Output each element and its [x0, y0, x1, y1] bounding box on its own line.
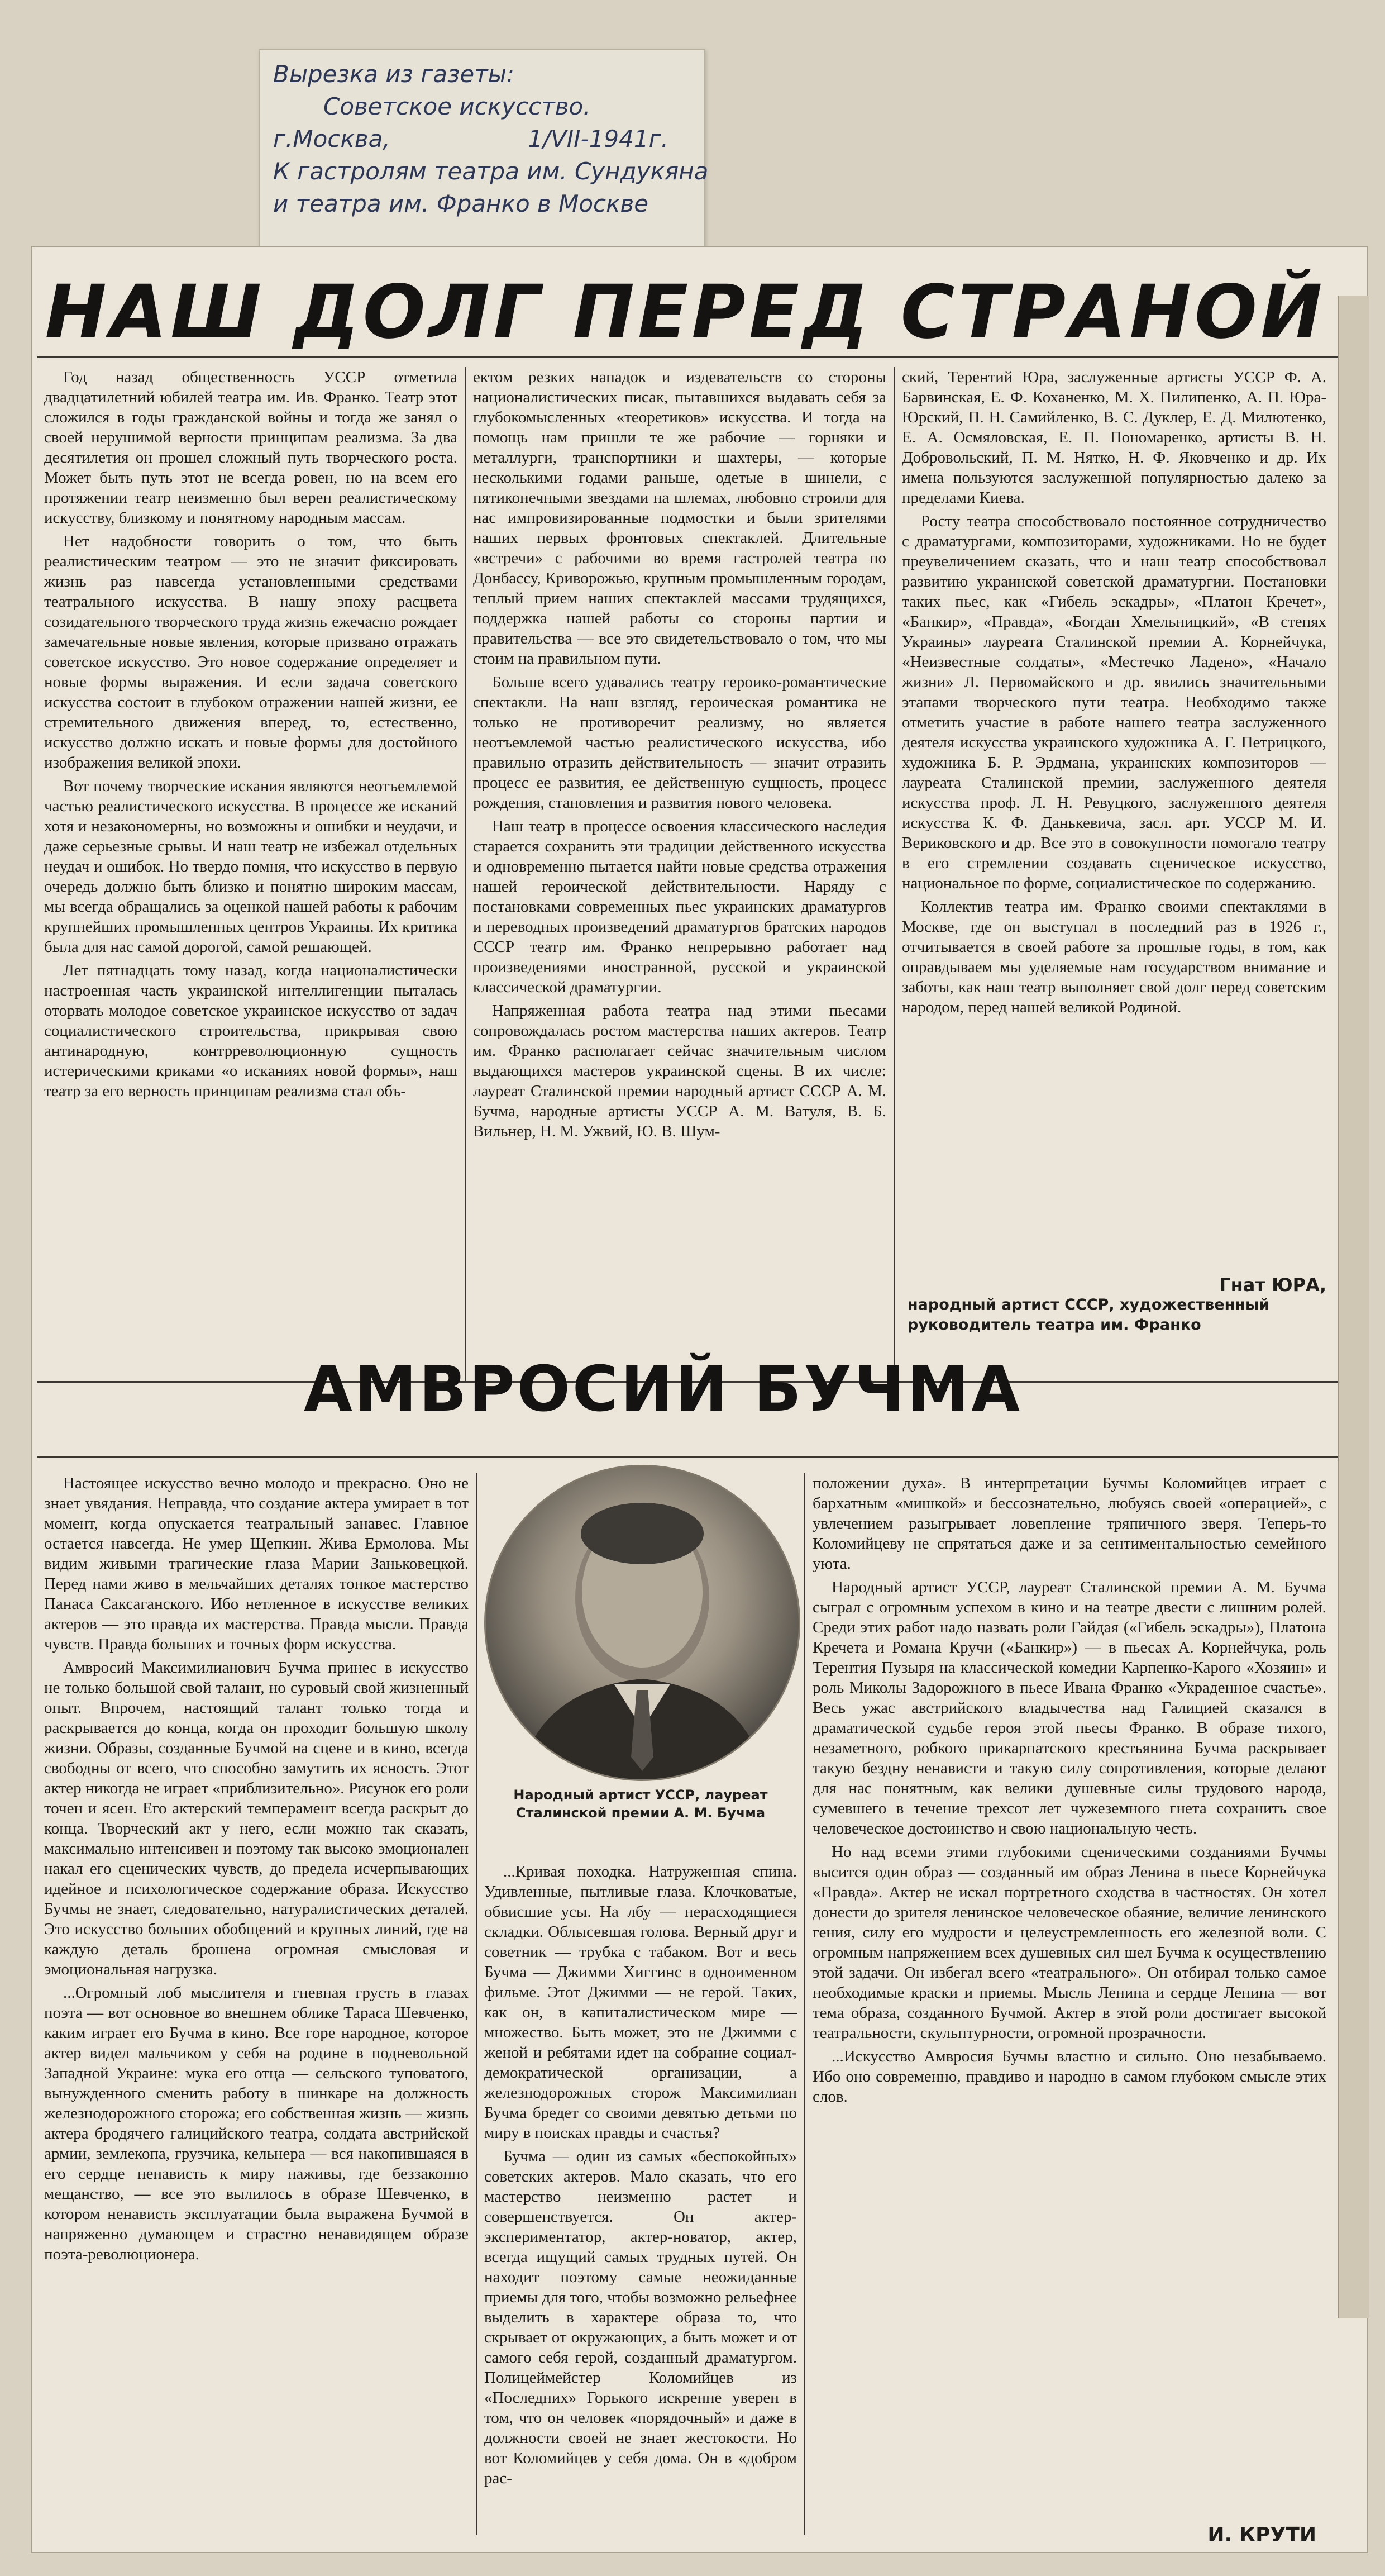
article1-headline: НАШ ДОЛГ ПЕРЕД СТРАНОЙ — [45, 269, 1326, 355]
archive-label-date: 1/VII-1941г. — [528, 125, 668, 153]
archive-label-line5: и театра им. Франко в Москве — [273, 190, 649, 217]
article1-signature — [902, 1275, 1326, 1335]
column-rule — [894, 367, 895, 1381]
article1-col1-p1: Год назад общественность УССР отметила двадцатилетний юбилей театра им. Ив. Франко. Театр этот сложился в годы гражданской войны и тогда же занял о своей нерушимой верности принципам реализма. За два десятилетия он прошел сложный путь творческого роста. Может быть путь этот не всегда ровен, но на всем его протяжении театр неизменно был верен реалистическому искусству, близкому и понятному народным массам. — [44, 368, 457, 527]
article2-headline: АМВРОСИЙ БУЧМА — [304, 1353, 1022, 1426]
column-rule — [476, 1473, 477, 2535]
article2-col2-p1: ...Кривая походка. Натруженная спина. Удивленные, пытливые глаза. Клочковатые, обвисшие усы. На лбу — нерасходящиеся складки. Облысевшая голова. Верный друг и советник — трубка с табаком. Вот и весь Бучма — Джимми Хиггинс в одноименном фильме. Этот Джимми — не герой. Таких, как он, в капиталистическом мире — множество. Быть может, это не Джимми с женой и ребятами идет на собрание социал-демократической организации, а железнодорожных сторож Максимилиан Бучма бредет со своими девятью детьми по миру в поисках правды и счастья? — [484, 1863, 797, 2142]
article2-col3-p4: ...Искусство Амвросия Бучмы властно и сильно. Оно незабываемо. Ибо оно современно, правдиво и народно в самом глубоком смысле этих слов. — [813, 2048, 1326, 2106]
headline-rule — [37, 356, 1339, 358]
archive-label-line1: Вырезка из газеты: — [273, 60, 514, 88]
article2-col1-p1: Настоящее искусство вечно молодо и прекрасно. Оно не знает увядания. Неправда, что создание актера умирает в тот момент, когда опускается театральный занавес. Главное остается навсегда. Не умер Щепкин. Жива Ермолова. Мы видим живыми трагические глаза Марии Заньковецкой. Перед нами живо в мельчайших деталях тонкое мастерство Панаса Саксаганского. Ибо нетленное в искусстве великих актеров — это правда их мастерства. Правда мысли. Правда чувств. Правда больших и точных форм искусства. — [44, 1474, 469, 1653]
article1-col3-p2: Росту театра способствовало постоянное сотрудничество с драматургами, композиторами, художниками. Но не будет преувеличением сказать, что и наш театр способствовал развитию украинской советской драматургии. Постановки таких пьес, как «Гибель эскадры», «Платон Кречет», «Банкир», «Правда», «Богдан Хмельницкий», «В степях Украины» лауреата Сталинской премии А. Корнейчука, «Неизвестные солдаты», «Местечко Ладено», «Начало жизни» Л. Первомайского и др. явились значительными этапами творческого пути театра. Необходимо также отметить участие в работе нашего театра заслуженного деятеля искусства украинского художника А. Г. Петрицкого, художника Б. Р. Эрдмана, украинских композиторов — лауреата Сталинской премии, заслуженного деятеля искусства проф. Л. Н. Ревуцкого, заслуженного деятеля искусства К. Ф. Данькевича, засл. арт. УССР М. И. Вериковского и др. Все это в совокупности помогало театру в его стремлении создавать сценическое искусство, национальное по форме, социалистическое по содержанию. — [902, 512, 1326, 892]
article1-column-3 — [902, 367, 1326, 1272]
article1-col2-p2: Больше всего удавались театру героико-романтические спектакли. На наш взгляд, героическая романтика не только не противоречит реализму, но является неотъемлемой частью реалистического искусства, ибо правильно отразить действительность — значит отразить процесс ее развития, ее действенную сущность, процесс рождения, становления и развития нового человека. — [473, 673, 886, 812]
article2-column-1 — [44, 1473, 469, 2535]
article1-signature-title: народный артист СССР, художественный руководитель театра им. Франко — [908, 1296, 1270, 1334]
article2-col3-p2: Народный артист УССР, лауреат Сталинской премии А. М. Бучма сыграл с огромным успехом в кино и на театре двести с лишним ролей. Среди этих работ надо назвать роли Гайдая («Гибель эскадры»), Платона Кречета и Романа Кручи («Банкир») — в пьесах А. Корнейчука, роль Терентия Пузыря на классической комедии Карпенко-Карого «Хозяин» и роль Миколы Задорожного в пьесе Ивана Франко «Украденное счастье». Весь ужас австрийского владычества над Галицией сказался в драматической судьбе героя этой пьесы Франко. В образе тихого, незаметного, робкого прикарпатского крестьянина Бучма раскрывает такую бездну ненависти и такую силу сопротивления, которые делают для нас понятным, как велики душевные силы трудового народа, сумевшего в течение трехсот лет чужеземного гнета сохранить свое человеческое достоинство и свою национальную честь. — [813, 1578, 1326, 1837]
article1-column-1 — [44, 367, 457, 1389]
article2-col3-p1: положении духа». В интерпретации Бучмы Коломийцев играет с бархатным «мишкой» и бессознательно, любуясь своей «операцией», с увлечением разыгрывает ловепление тряпичного зверя. Теперь-то Коломийцеву не спрятаться даже и за сентиментальностью семейного уюта. — [813, 1474, 1326, 1573]
archive-label-city: г.Москва, — [273, 125, 390, 153]
portrait-illustration — [486, 1466, 799, 1779]
archive-label-line3 — [273, 123, 691, 155]
article1-col2-p1: ектом резких нападок и издевательств со стороны националистических писак, пытавшихся выдавать себя за глубокомысленных «теоретиков» искусства. И тогда на помощь нам пришли те же рабочие — горняки и металлурги, транспортники и шахтеры, — которые несколькими годами раньше, одетые в шинели, с пятиконечными звездами на шлемах, любовно строили для нас импровизированные подмостки и были зрителями наших первых фронтовых спектаклей. Длительные «встречи» с рабочими во время гастролей театра по Донбассу, Криворожью, крупным промышленным городам, теплый прием наших спектаклей массами трудящихся, поддержка нашей работы со стороны партии и правительства — все это свидетельствовало о том, что мы стоим на правильном пути. — [473, 368, 886, 668]
adjacent-clipping-edge — [1338, 296, 1369, 2318]
section-rule — [37, 1456, 1339, 1458]
archive-label-line4: К гастролям театра им. Сундукяна — [273, 158, 709, 185]
article1-col1-p4: Лет пятнадцать тому назад, когда националистически настроенная часть украинской интеллигенции пыталась оторвать молодое советское украинское искусство от задач социалистического строительства, прикрывая свою антинародную, контрреволюционную сущность истерическими криками «о исканиях новой формы», наш театр за его верность принципам реализма стал объ- — [44, 961, 457, 1100]
archive-label — [259, 49, 709, 263]
article1-column-2 — [473, 367, 886, 1389]
newspaper-clipping — [31, 246, 1368, 2553]
article2-col3-p3: Но над всеми этими глубокими сценическими созданиями Бучмы высится один образ — созданный им образ Ленина в пьесе Корнейчука «Правда». Актер не искал портретного сходства в частностях. Он хотел донести до зрителя ленинское человеческое обаяние, величие ленинского гения, силу его мудрости и целеустремленность его железной воли. С огромным напряжением всех душевных сил шел Бучма к осуществлению этой задачи. Он избегал всего «театрального». Он отбирал только самое необходимые краски и приемы. Мысль Ленина и сердце Ленина — вот тема образа, созданного Бучмой. Актер в этой роли достигает высокой театральности, скульптурности, огромной прозрачности. — [813, 1843, 1326, 2042]
column-rule — [804, 1473, 805, 2535]
article2-col1-p3: ...Огромный лоб мыслителя и гневная грусть в глазах поэта — вот основное во внешнем облике Тараса Шевченко, каким играет его Бучма в кино. Все горе народное, которое актер видел мальчиком у себя на родине в подневольной Западной Украине: мука его отца — сельского туповатого, вынужденного сменить работу в шинкаре на должность железнодорожного сторожа; его собственная жизнь — жизнь актера бродячего галицийского театра, солдата австрийской армии, землекопа, грузчика, кельнера — вся накопившаяся в его сердце ненависть к миру наживы, где беззаконно мещанство, — все это вылилось в образе Шевченко, в котором ненависть эксплуатации была выражена Бучмой в напряженно думающем и страстно ненавидящем образе поэта-революционера. — [44, 1984, 469, 2263]
column-rule — [465, 367, 466, 1381]
article1-signature-name: Гнат ЮРА, — [1219, 1274, 1326, 1296]
portrait-caption: Народный артист УССР, лауреат Сталинской премии А. М. Бучма — [513, 1787, 768, 1821]
article2-col1-p2: Амвросий Максимилианович Бучма принес в искусство не только большой свой талант, но суровый свой жизненный опыт. Впрочем, настоящий талант только тогда и раскрывается до конца, когда он проходит большую школу жизни. Образы, созданные Бучмой на сцене и в кино, всегда свободны от всего, что способно замутить их ясность. Этот актер никогда не играет «приблизительно». Рисунок его роли точен и ясен. Его актерский темперамент всегда раскрыт до конца. Творческий акт у него, если можно так сказать, максимально интенсивен и поэтому так высоко эмоционален накал его сценических чувств, до предела исчерпывающих идейное и психологическое содержание образа. Искусство Бучмы не знает, следовательно, натуралистических деталей. Это искусство больших обобщений и крупных линий, где на каждую деталь брошена огромная смысловая и эмоциональная нагрузка. — [44, 1659, 469, 1978]
portrait-photo — [484, 1465, 800, 1781]
article1-col2-p4: Напряженная работа театра над этими пьесами сопровождалась ростом мастерства наших актеров. Театр им. Франко располагает сейчас значительным числом выдающихся мастеров украинской сцены. В их числе: лауреат Сталинской премии народный артист СССР А. М. Бучма, народные артисты УССР А. М. Ватуля, В. Б. Вильнер, Н. М. Ужвий, Ю. В. Шум- — [473, 1002, 886, 1140]
article2-author: И. КРУТИ — [1207, 2523, 1316, 2546]
article1-col2-p3: Наш театр в процессе освоения классического наследия старается сохранить эти традиции действенного искусства и одновременно пытается найти новые средства отражения нашей героической действительности. Наряду с постановками современных пьес украинских драматургов и переводных произведений драматургов братских народов СССР театр им. Франко непрерывно работает над произведениями иностранной, русской и украинской классической драматургии. — [473, 817, 886, 996]
archive-label-line2: Советское искусство. — [323, 93, 591, 120]
article1-col1-p3: Вот почему творческие искания являются неотъемлемой частью реалистического искусства. В процессе же исканий хотя и незакономерны, но возможны и ошибки и неудачи, и даже серьезные срывы. И наш театр не избежал отдельных неудач и ошибок. Но твердо помня, что искусство в первую очередь должно быть близко и понятно широким массам, мы всегда обращались за оценкой нашей работы к рабочим крупнейших промышленных центров Украины. Их критика была для нас самой дорогой, самой решающей. — [44, 777, 457, 956]
article1-col1-p2: Нет надобности говорить о том, что быть реалистическим театром — это не значит фиксировать жизнь раз навсегда установленными средствами театрального искусства. В нашу эпоху расцвета созидательного творческого труда жизнь ежечасно рождает замечательные новые явления, которые призвано отражать советское искусство. Это новое содержание определяет и новые формы выражения. И если задача советского искусства состоит в глубоком отражении нашей жизни, ее стремительного движения вперед, то, естественно, искусство должно искать и новые формы для достойного изображения великой эпохи. — [44, 532, 457, 772]
article1-col3-p1: ский, Терентий Юра, заслуженные артисты УССР Ф. А. Барвинская, Е. Ф. Коханенко, М. Х. Пилипенко, А. П. Юра-Юрский, П. Н. Самийленко, В. С. Дуклер, Е. Д. Милютенко, Е. А. Осмяловская, Е. П. Пономаренко, артисты В. Н. Добровольский, П. М. Нятко, Н. Ф. Яковченко и др. Их имена пользуются заслуженной популярностью далеко за пределами Киева. — [902, 368, 1326, 507]
article2-column-2 — [484, 1861, 797, 2532]
article2-column-3 — [813, 1473, 1326, 2523]
article2-col2-p2: Бучма — один из самых «беспокойных» советских актеров. Мало сказать, что его мастерство неизменно растет и совершенствуется. Он актер-экспериментатор, актер-новатор, актер, всегда ищущий самых трудных путей. Он находит поэтому самые неожиданные приемы для того, чтобы возможно рельефнее выделить в характере образа то, что скрывает от окружающих, а быть может и от самого себя герой, созданный драматургом. Полицеймейстер Коломийцев из «Последних» Горького искренне уверен в том, что он человек «порядочный» и даже в должности своей не знает жестокости. Но вот Коломийцев у себя дома. Он в «добром рас- — [484, 2148, 797, 2487]
article1-col3-p3: Коллектив театра им. Франко своими спектаклями в Москве, где он выступал в последний раз в 1926 г., отчитывается в своей работе за прошлые годы, в том, как оправдываем мы уделяемые нам государством внимание и заботы, как наш театр выполняет свой долг перед советским народом, перед нашей великой Родиной. — [902, 898, 1326, 1016]
